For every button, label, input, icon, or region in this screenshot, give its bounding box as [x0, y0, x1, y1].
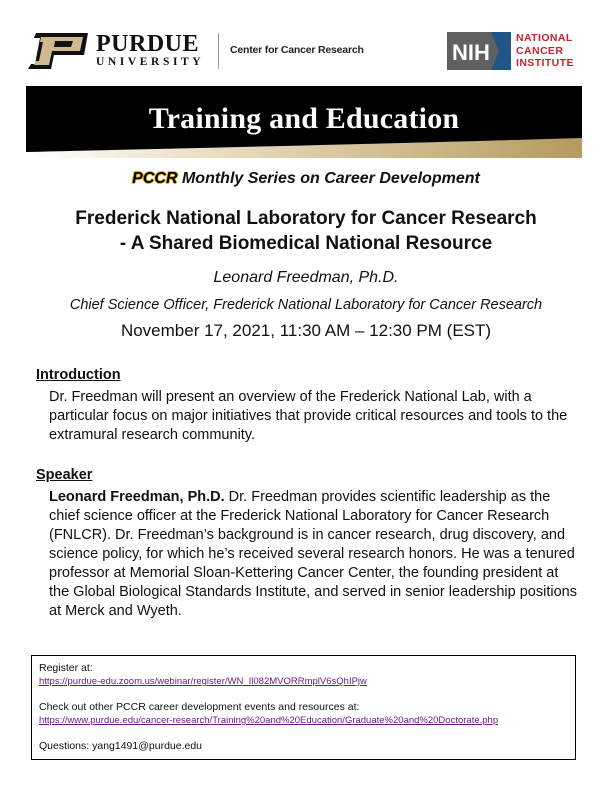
info-gap	[39, 688, 568, 701]
speaker-name: Leonard Freedman, Ph.D.	[213, 269, 399, 286]
speaker-bio-name: Leonard Freedman, Ph.D.	[49, 489, 225, 505]
talk-title-line-1: Frederick National Laboratory for Cancer Research	[75, 208, 537, 229]
talk-title	[20, 206, 592, 256]
center-name: Center for Cancer Research	[230, 44, 364, 56]
speaker-bio	[49, 488, 579, 621]
purdue-wordmark: PURDUE	[96, 31, 199, 57]
series-line	[0, 170, 612, 188]
series-text: Monthly Series on Career Development	[177, 170, 480, 187]
speaker-role: Chief Science Officer, Frederick National Laboratory for Cancer Research	[69, 297, 543, 313]
nci-line-2: CANCER	[516, 44, 564, 57]
logo-divider	[218, 33, 219, 69]
purdue-logo	[28, 32, 204, 70]
nci-line-3: INSTITUTE	[516, 57, 574, 70]
purdue-p-mark-icon	[28, 33, 90, 69]
speaker-bio-text: Dr. Freedman provides scientific leadership as the chief science officer at the Frederick National Laboratory for Cancer Research (FNLCR). Dr. Freedman’s background is in cancer research, drug discovery, and science policy, for which he’s received several research honors. He was a tenured professor at Memorial Sloan-Kettering Cancer Center, the founding president at the Global Biological Standards Institute, and served in senior leadership positions at Merck and Wyeth.	[49, 489, 577, 619]
event-date-time: November 17, 2021, 11:30 AM – 12:30 PM (EST)	[120, 321, 492, 340]
nih-nci-logo	[447, 32, 574, 70]
events-link[interactable]: https://www.purdue.edu/cancer-research/Training%20and%20Education/Graduate%20and%20Doctorate.php	[39, 715, 499, 726]
questions-contact: Questions: yang1491@purdue.edu	[39, 740, 203, 752]
registration-info-box	[31, 655, 576, 760]
register-label: Register at:	[39, 662, 93, 674]
speaker-heading: Speaker	[36, 467, 93, 483]
nih-logo-icon	[447, 32, 511, 70]
talk-title-line-2: - A Shared Biomedical National Resource	[119, 233, 493, 254]
banner-title: Training and Education	[148, 102, 460, 135]
nci-line-1: NATIONAL	[516, 32, 573, 45]
nci-wordmark	[516, 32, 574, 70]
introduction-heading: Introduction	[36, 367, 121, 383]
nih-label: NIH	[452, 40, 490, 65]
introduction-body: Dr. Freedman will present an overview of the Frederick National Lab, with a particular focus on major initiatives that provide critical resources and tools to the extramural research community.	[49, 389, 568, 443]
pccr-tag: PCCR	[132, 170, 178, 187]
info-gap	[39, 727, 568, 740]
purdue-university-wordmark: UNIVERSITY	[96, 56, 205, 68]
register-link[interactable]: https://purdue-edu.zoom.us/webinar/register/WN_Il082MVORRmplV6sQhIPjw	[39, 676, 367, 687]
training-banner	[26, 86, 582, 158]
events-label: Check out other PCCR career development events and resources at:	[39, 701, 360, 713]
